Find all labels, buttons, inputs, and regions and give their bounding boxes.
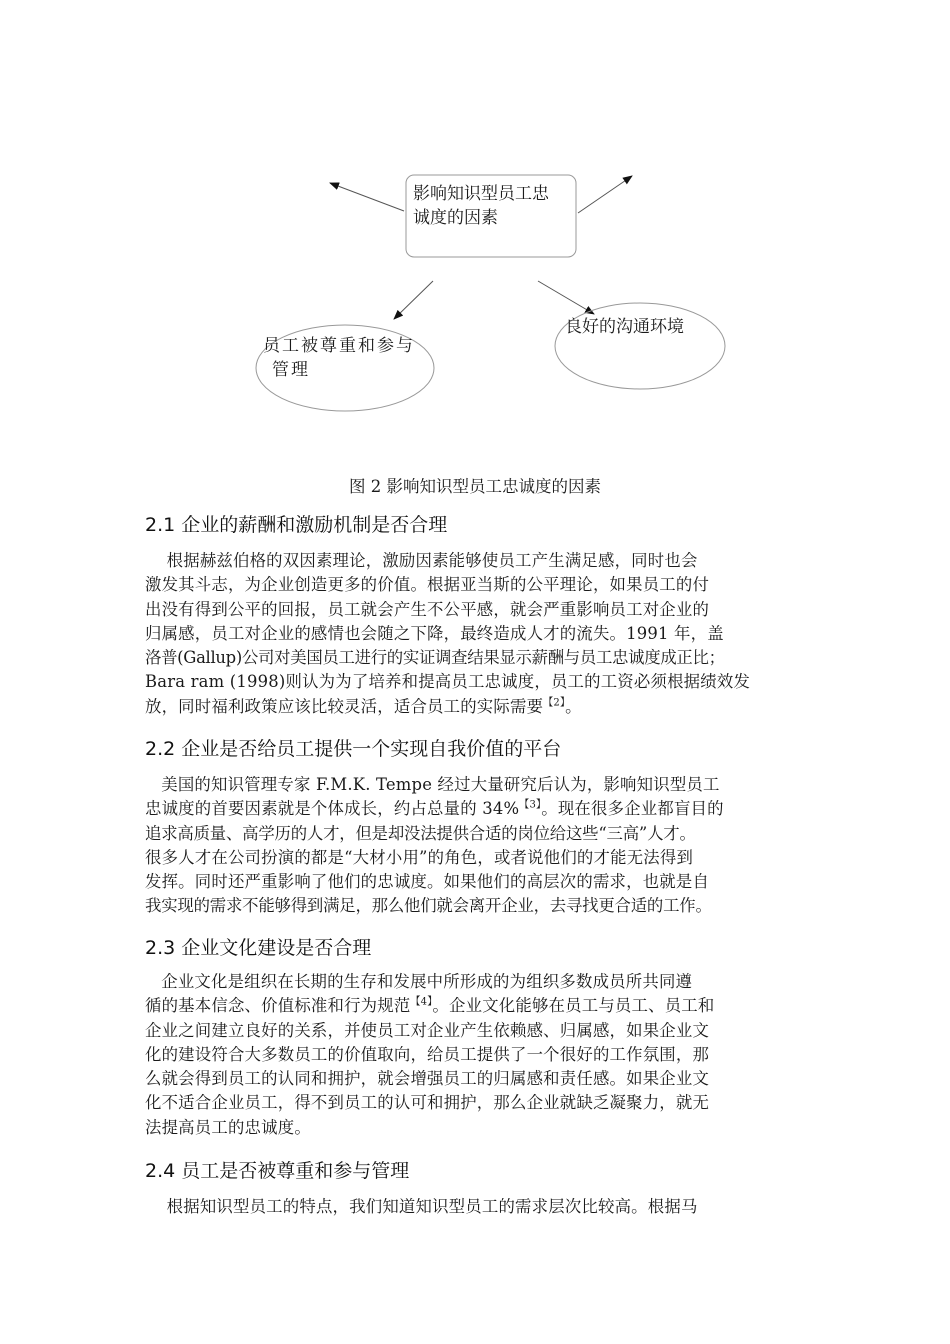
paragraph-line: 根据知识型员工的特点，我们知道知识型员工的需求层次比较高。根据马	[145, 1197, 698, 1216]
paragraph-line: 企业文化是组织在长期的生存和发展中所形成的为组织多数成员所共同遵	[145, 972, 693, 991]
section-2-2-paragraph	[145, 773, 810, 919]
respect-node-line-1: 员工被尊重和参与	[263, 336, 415, 356]
citation-mark: 【2】	[543, 697, 566, 709]
citation-mark: 【3】	[519, 799, 542, 811]
paragraph-line	[145, 797, 810, 821]
paragraph-text: 。	[565, 696, 582, 716]
center-node-line-2: 诚度的因素	[413, 208, 498, 228]
section-2-4-paragraph	[145, 1195, 810, 1219]
paragraph-line: 激发其斗志，为企业创造更多的价值。根据亚当斯的公平理论，如果员工的付	[145, 575, 710, 595]
paragraph-text: 忠诚度的首要因素就是个体成长，约占总量的 34%	[145, 799, 520, 819]
section-2-3-paragraph	[145, 970, 810, 1140]
section-2-1-paragraph	[145, 549, 810, 719]
paragraph-line: Bara ram (1998)则认为为了培养和提高员工忠诚度，员工的工资必须根据绩效发	[145, 672, 751, 692]
paragraph-line: 归属感，员工对企业的感情也会随之下降，最终造成人才的流失。1991 年，盖	[145, 623, 724, 643]
paragraph-text: 。企业文化能够在员工与员工、员工和	[432, 996, 715, 1016]
section-heading-2-1: 2.1 企业的薪酬和激励机制是否合理	[145, 514, 448, 536]
citation-mark: 【4】	[410, 996, 433, 1008]
factor-diagram	[0, 0, 950, 470]
communication-node-label: 良好的沟通环境	[565, 317, 684, 337]
paragraph-line: 很多人才在公司扮演的都是“大材小用”的角色，或者说他们的才能无法得到	[145, 847, 694, 867]
paragraph-line: 发挥。同时还严重影响了他们的忠诚度。如果他们的高层次的需求，也就是自	[145, 872, 710, 892]
paragraph-line: 根据赫兹伯格的双因素理论，激励因素能够使员工产生满足感，同时也会	[145, 551, 698, 570]
paragraph-text: 。现在很多企业都盲目的	[541, 799, 724, 819]
arrow-lower-left	[394, 281, 433, 319]
paragraph-line	[145, 994, 810, 1018]
center-node-label	[413, 182, 549, 230]
paragraph-line: 美国的知识管理专家 F.M.K. Tempe 经过大量研究后认为，影响知识型员工	[145, 775, 720, 794]
paragraph-line: 化的建设符合大多数员工的价值取向，给员工提供了一个很好的工作氛围，那	[145, 1044, 710, 1064]
paragraph-line: 化不适合企业员工，得不到员工的认可和拥护，那么企业就缺乏凝聚力，就无	[145, 1093, 710, 1113]
paragraph-line: 出没有得到公平的回报，员工就会产生不公平感，就会严重影响员工对企业的	[145, 599, 710, 619]
respect-node-label	[263, 334, 415, 382]
paragraph-line: 么就会得到员工的认同和拥护，就会增强员工的归属感和责任感。如果企业文	[145, 1069, 710, 1089]
arrow-lower-right	[538, 281, 594, 314]
figure-caption: 图 2 影响知识型员工忠诚度的因素	[349, 477, 601, 496]
section-heading-2-3: 2.3 企业文化建设是否合理	[145, 937, 372, 959]
arrow-upper-left	[330, 183, 404, 211]
paragraph-text: 放，同时福利政策应该比较灵活，适合员工的实际需要	[145, 696, 544, 716]
section-heading-2-4: 2.4 员工是否被尊重和参与管理	[145, 1160, 410, 1182]
paragraph-line: 法提高员工的忠诚度。	[145, 1117, 311, 1137]
paragraph-text: 循的基本信念、价值标准和行为规范	[145, 996, 411, 1016]
paragraph-line: 洛普(Gallup)公司对美国员工进行的实证调查结果显示薪酬与员工忠诚度成正比；	[145, 648, 725, 668]
arrow-upper-right	[578, 176, 632, 213]
respect-node-line-2: 管理	[272, 360, 310, 380]
paragraph-line	[145, 695, 810, 719]
paragraph-line: 企业之间建立良好的关系，并使员工对企业产生依赖感、归属感，如果企业文	[145, 1020, 710, 1040]
center-node-line-1: 影响知识型员工忠	[413, 184, 549, 204]
paragraph-line: 追求高质量、高学历的人才，但是却没法提供合适的岗位给这些“三高”人才。	[145, 823, 696, 843]
section-heading-2-2: 2.2 企业是否给员工提供一个实现自我价值的平台	[145, 738, 562, 760]
paragraph-line: 我实现的需求不能够得到满足，那么他们就会离开企业，去寻找更合适的工作。	[145, 896, 712, 916]
